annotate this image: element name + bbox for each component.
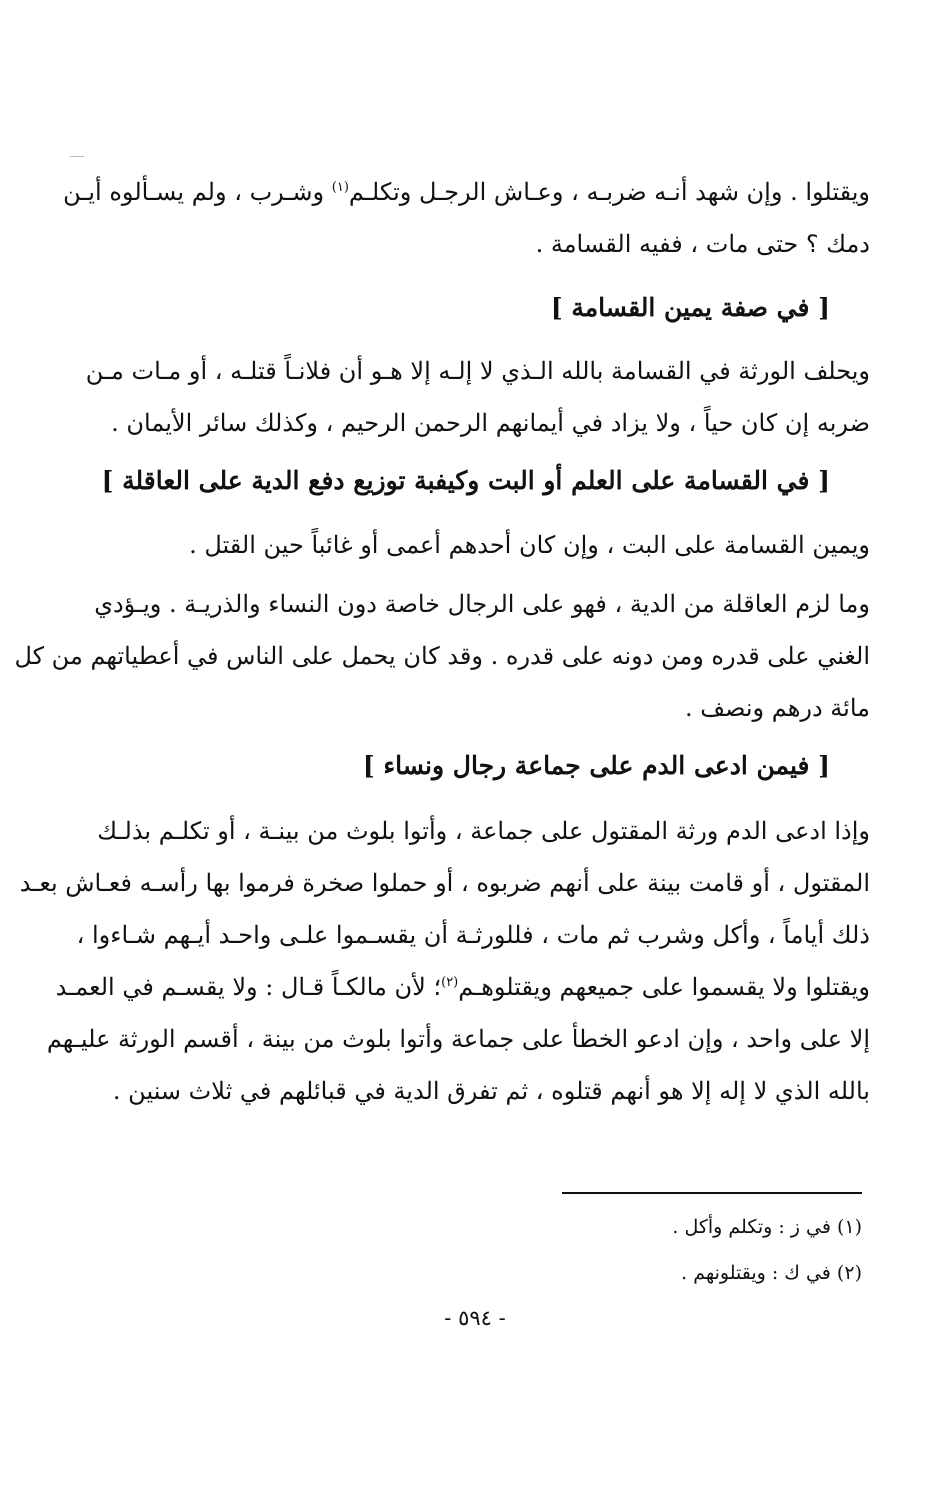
paragraph-5-line-6: بالله الذي لا إله إلا هو أنهم قتلوه ، ثم تفرق الدية في قبائلهم في ثلاث سنين . [112,1077,870,1105]
footnote-2: (٢) في ك : ويقتلونهم . [681,1262,862,1284]
paragraph-1 [63,166,870,270]
paragraph-2-line-1: ويحلف الورثة في القسامة بالله الـذي لا إلـه إلا هـو أن فلانـاً قتلـه ، أو مـات مـن [85,357,870,385]
paragraph-3-line-1: ويمين القسامة على البت ، وإن كان أحدهم أعمى أو غائباً حين القتل . [189,531,870,559]
paragraph-4-line-2: الغني على قدره ومن دونه على قدره . وقد كان يحمل على الناس في أعطياتهم من كل [14,642,870,670]
paragraph-5-line-2: المقتول ، أو قامت بينة على أنهم ضربوه ، أو حملوا صخرة فرموا بها رأسـه فعـاش بعـد [19,869,870,897]
footnote-divider [562,1192,862,1194]
paragraph-2-line-2: ضربه إن كان حياً ، ولا يزاد في أيمانهم الرحمن الرحيم ، وكذلك سائر الأيمان . [111,409,870,437]
section-heading: [ فيمن ادعى الدم على جماعة رجال ونساء ] [362,751,830,780]
footnote-marker-1: (١) [331,180,349,195]
section-heading: [ في صفة يمين القسامة ] [550,293,830,322]
scan-speck [70,156,84,157]
paragraph-5-line-5: إلا على واحد ، وإن ادعو الخطأ على جماعة وأتوا بلوث من بينة ، أقسم الورثة عليـهم [46,1025,870,1053]
paragraph-5 [19,805,870,1117]
paragraph-2 [75,345,870,449]
paragraph-4 [14,578,870,734]
footnote-1: (١) في ز : وتكلم وأكل . [672,1216,862,1238]
paragraph-4-line-3: مائة درهم ونصف . [684,694,870,722]
section-heading: [ في القسامة على العلم أو البت وكيفبة توزيع دفع الدية على العاقلة ] [101,466,830,495]
paragraph-5-line-3: ذلك أياماً ، وأكل وشرب ثم مات ، فللورثـة أن يقسـموا علـى واحـد أيـهم شـاءوا ، [76,921,870,949]
paragraph-1-line-1: ويقتلوا . وإن شهد أنـه ضربـه ، وعـاش الرجـل وتكلـم$^{(١)}$ وشـرب ، ولم يسـألوه أيـن [63,178,870,206]
page-number: - ٥٩٤ - [444,1306,506,1330]
paragraph-3 [75,519,870,571]
paragraph-4-line-1: وما لزم العاقلة من الدية ، فهو على الرجال خاصة دون النساء والذريـة . ويـؤدي [94,590,870,618]
footnote-marker-2: (٢) [441,975,459,990]
paragraph-5-line-4: ويقتلوا ولا يقسموا على جميعهم ويقتلوهـم$^{(٢)}$؛ لأن مالكـاً قـال : ولا يقسـم في العمـد [55,973,870,1001]
paragraph-1-line-2: دمك ؟ حتى مات ، ففيه القسامة . [535,230,870,258]
paragraph-5-line-1: وإذا ادعى الدم ورثة المقتول على جماعة ، وأتوا بلوث من بينـة ، أو تكلـم بذلـك [97,817,870,845]
